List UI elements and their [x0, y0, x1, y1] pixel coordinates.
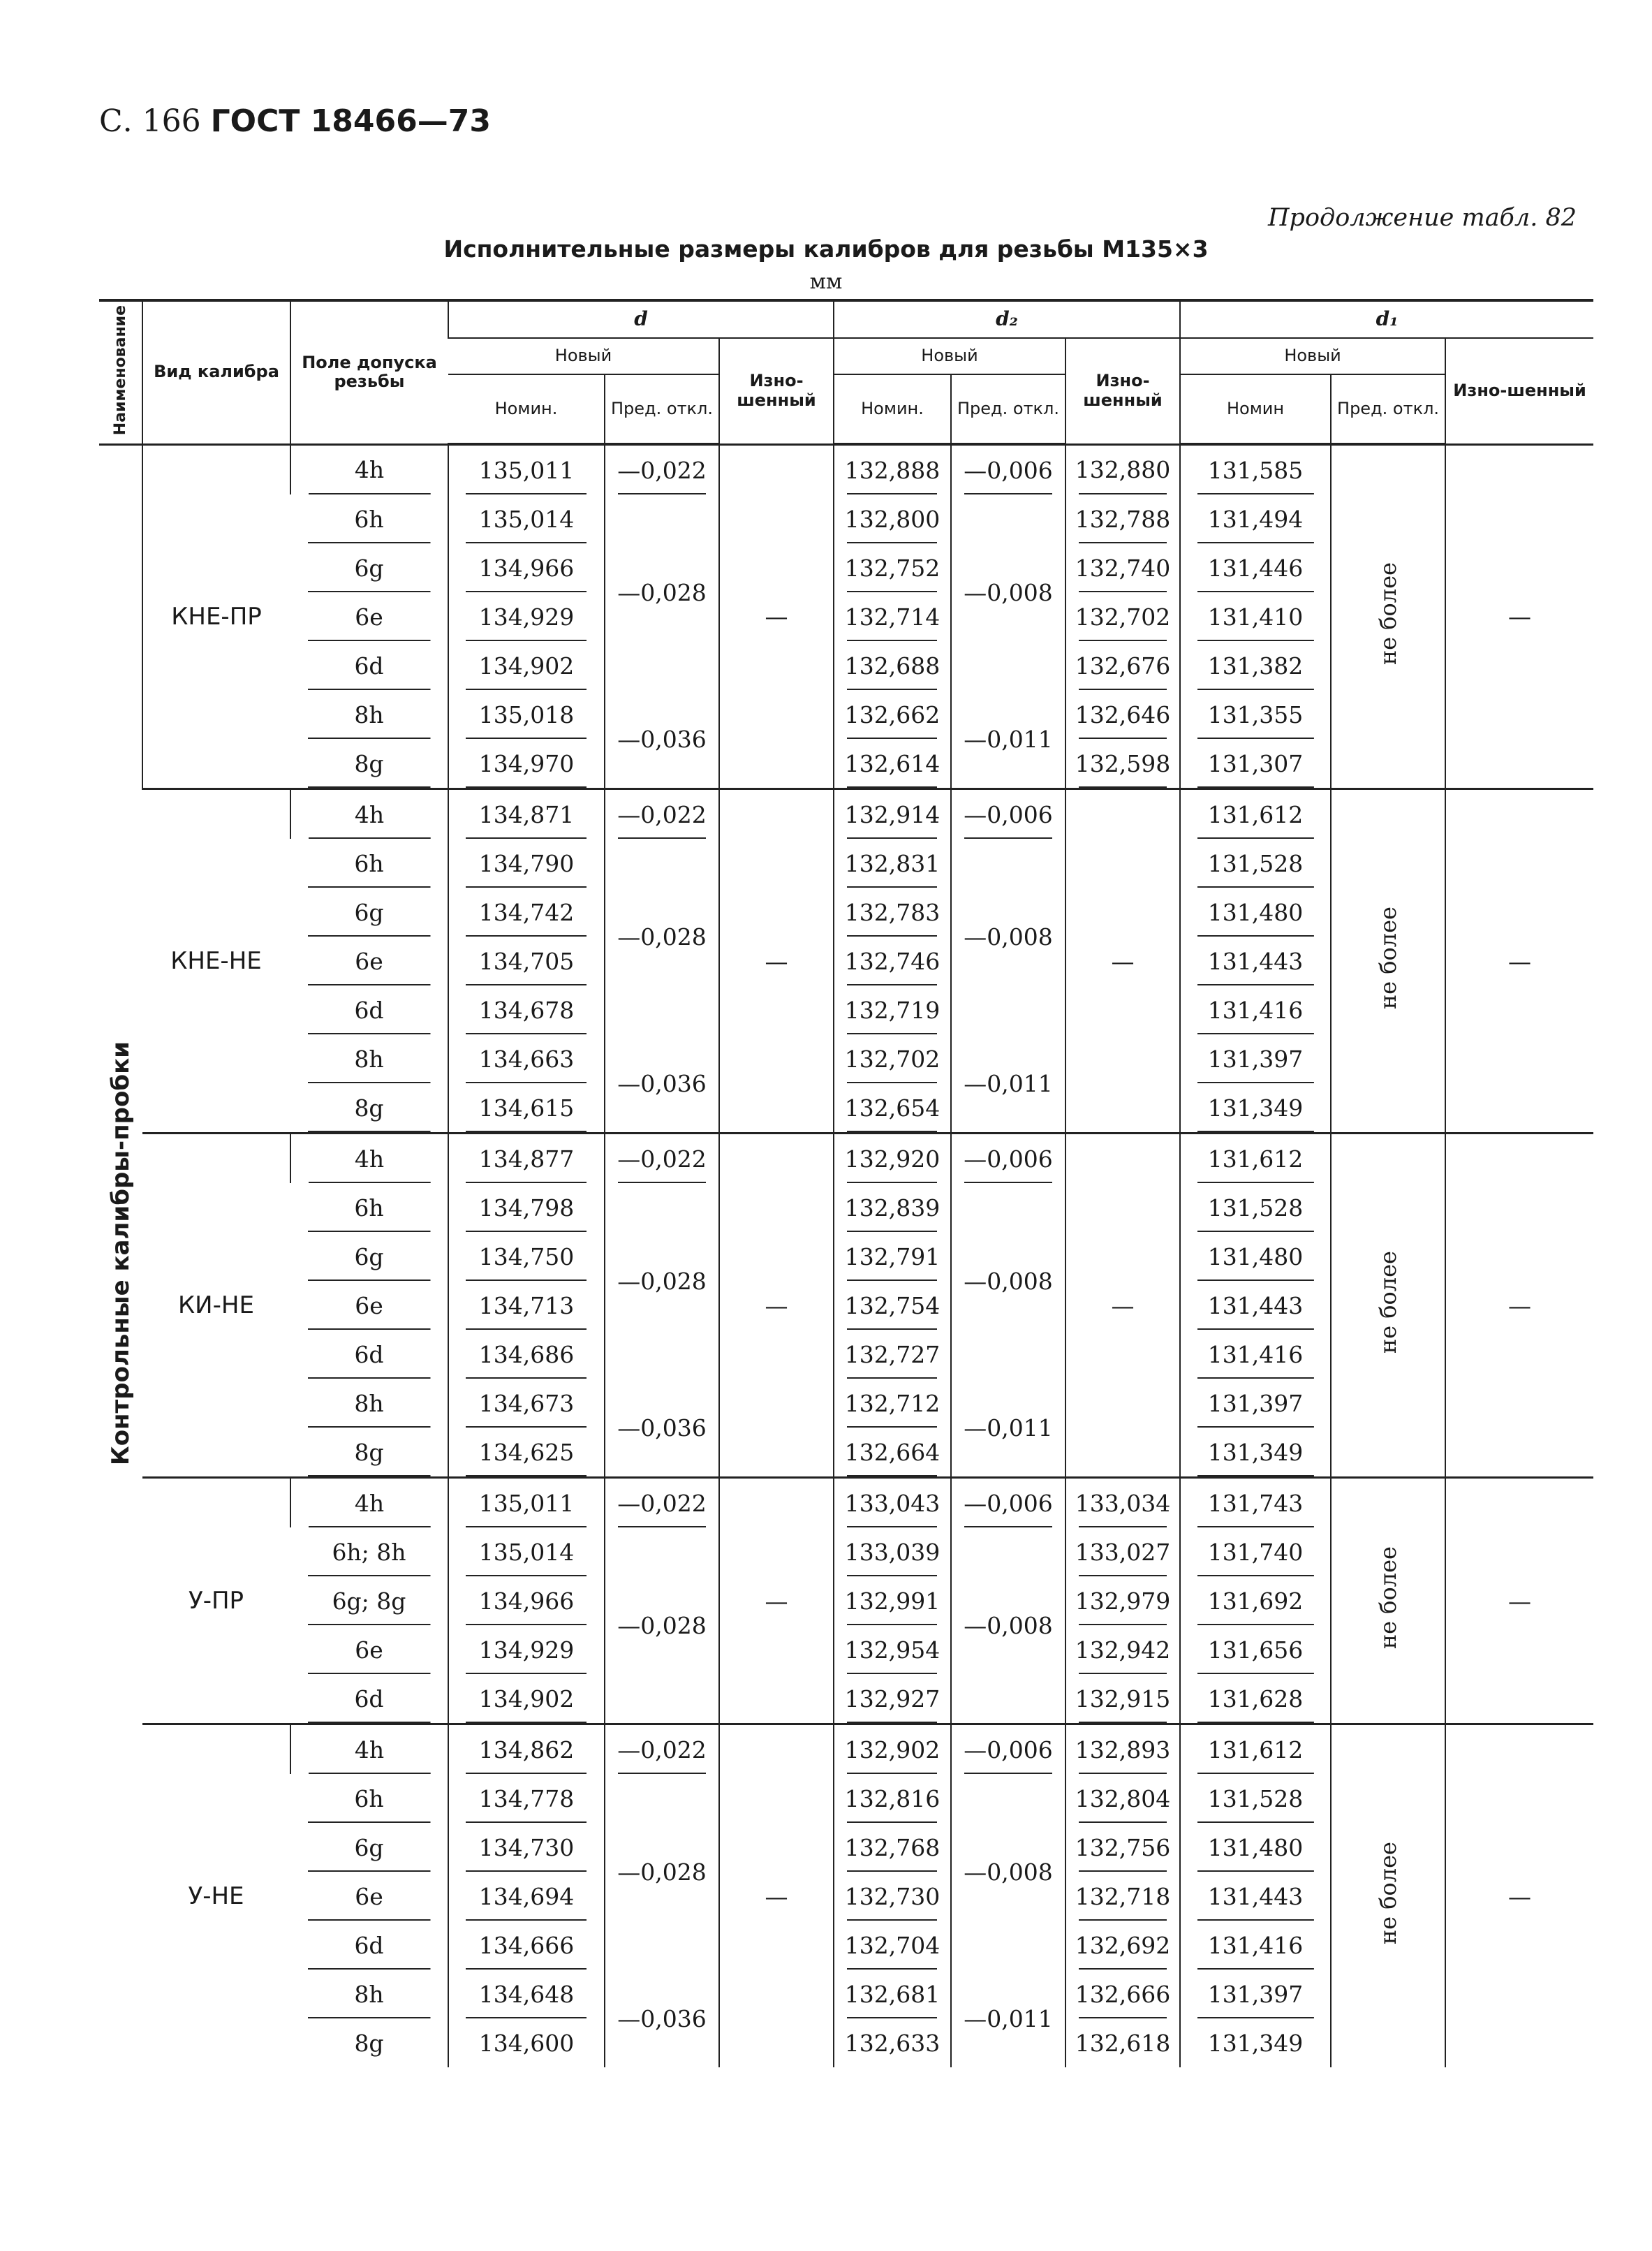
tolerance-cell: 4h: [290, 444, 448, 494]
gauge-kind: КИ-НЕ: [142, 1134, 290, 1478]
d2-deviation-cell: —0,006: [951, 789, 1065, 839]
d1-header: d₁: [1180, 300, 1593, 338]
tolerance-cell: 6h: [290, 839, 448, 888]
d2-worn-cell: 132,718: [1065, 1872, 1180, 1921]
d2-worn-cell: 132,804: [1065, 1774, 1180, 1823]
d2-nominal-cell: 132,719: [834, 985, 951, 1034]
d2-nominal-cell: 132,816: [834, 1774, 951, 1823]
d1-worn-cell: —: [1445, 1724, 1593, 2068]
tolerance-cell: 6e: [290, 1872, 448, 1921]
d2-nominal-cell: 132,702: [834, 1034, 951, 1083]
d2-nominal-cell: 132,902: [834, 1724, 951, 1775]
d2-nominal-cell: 132,768: [834, 1823, 951, 1872]
tolerance-cell: 6d: [290, 985, 448, 1034]
kind-header: Вид калибра: [142, 300, 290, 444]
d2-nominal-cell: 132,752: [834, 543, 951, 592]
d-nominal-cell: 134,666: [448, 1921, 605, 1970]
d-deviation-cell: —0,036: [605, 1034, 719, 1134]
d2-deviation-header: Пред. откл.: [951, 374, 1065, 444]
page-number: С. 166: [99, 103, 201, 139]
table-row: [99, 444, 1593, 494]
d1-nominal-cell: 131,612: [1180, 1134, 1331, 1184]
tolerance-cell: 6e: [290, 1625, 448, 1674]
d2-nominal-cell: 132,888: [834, 444, 951, 494]
d2-worn-cell: 132,880: [1065, 444, 1180, 494]
tolerance-cell: 8h: [290, 1034, 448, 1083]
d2-deviation-cell: —0,011: [951, 690, 1065, 789]
tolerance-cell: 6d: [290, 641, 448, 690]
d-deviation-cell: —0,022: [605, 1724, 719, 1775]
table-row: [99, 1724, 1593, 1775]
d2-nominal-cell: 132,681: [834, 1970, 951, 2018]
d-nominal-cell: 134,877: [448, 1134, 605, 1184]
d-deviation-cell: —0,022: [605, 1134, 719, 1184]
d2-worn-cell: 132,666: [1065, 1970, 1180, 2018]
d1-nominal-cell: 131,480: [1180, 1232, 1331, 1281]
tolerance-cell: 6d: [290, 1674, 448, 1724]
d1-nominal-cell: 131,528: [1180, 839, 1331, 888]
name-header: Наименование: [99, 300, 142, 444]
d2-deviation-cell: —0,008: [951, 1774, 1065, 1970]
d2-worn-cell: —: [1065, 789, 1180, 1134]
d2-nominal-cell: 132,800: [834, 494, 951, 543]
d2-deviation-cell: —0,008: [951, 1183, 1065, 1379]
tolerance-cell: 6h; 8h: [290, 1527, 448, 1576]
tolerance-cell: 6h: [290, 1774, 448, 1823]
d2-nominal-cell: 132,791: [834, 1232, 951, 1281]
d-worn-cell: —: [719, 1478, 834, 1724]
d1-nominal-cell: 131,743: [1180, 1478, 1331, 1528]
table-row: [99, 1478, 1593, 1528]
d-nominal-cell: 134,673: [448, 1379, 605, 1428]
d-nominal-cell: 134,902: [448, 641, 605, 690]
d-deviation-cell: —0,028: [605, 839, 719, 1034]
d-nominal-cell: 134,648: [448, 1970, 605, 2018]
d-nominal-cell: 134,625: [448, 1428, 605, 1478]
d2-nominal-cell: 132,839: [834, 1183, 951, 1232]
d-nominal-cell: 134,966: [448, 1576, 605, 1625]
d1-deviation-cell: не более: [1331, 1478, 1445, 1724]
d2-nominal-cell: 132,920: [834, 1134, 951, 1184]
units-label: мм: [809, 270, 843, 294]
gauge-category: Контрольные калибры-пробки: [106, 1041, 135, 1466]
gauge-category-cell: [99, 444, 142, 2067]
d1-nominal-cell: 131,443: [1180, 937, 1331, 985]
d2-nominal-cell: 132,783: [834, 888, 951, 937]
d-worn-cell: —: [719, 1724, 834, 2068]
d1-new-header: Новый: [1180, 338, 1445, 374]
d2-nominal-cell: 132,954: [834, 1625, 951, 1674]
d1-nominal-cell: 131,612: [1180, 789, 1331, 839]
tolerance-cell: 6e: [290, 592, 448, 641]
page-header: [99, 103, 491, 139]
tolerance-cell: 6e: [290, 1281, 448, 1330]
d2-deviation-cell: —0,008: [951, 494, 1065, 690]
d2-worn-cell: 132,598: [1065, 739, 1180, 789]
d1-nominal-cell: 131,528: [1180, 1774, 1331, 1823]
d-header: d: [448, 300, 834, 338]
d1-nominal-cell: 131,528: [1180, 1183, 1331, 1232]
d2-worn-cell: 132,692: [1065, 1921, 1180, 1970]
d-deviation-header: Пред. откл.: [605, 374, 719, 444]
d2-nominal-cell: 132,727: [834, 1330, 951, 1379]
tolerance-cell: 6h: [290, 494, 448, 543]
d-nominal-cell: 134,929: [448, 1625, 605, 1674]
d2-new-header: Новый: [834, 338, 1065, 374]
d-worn-cell: —: [719, 444, 834, 789]
d2-worn-cell: 132,788: [1065, 494, 1180, 543]
d2-worn-cell: 133,027: [1065, 1527, 1180, 1576]
d-deviation-cell: —0,028: [605, 1774, 719, 1970]
tolerance-cell: 8h: [290, 1970, 448, 2018]
d2-nominal-cell: 132,754: [834, 1281, 951, 1330]
d2-worn-cell: 132,979: [1065, 1576, 1180, 1625]
d2-nominal-cell: 132,712: [834, 1379, 951, 1428]
d1-nominal-header: Номин: [1180, 374, 1331, 444]
d-deviation-cell: —0,022: [605, 1478, 719, 1528]
d-nominal-cell: 134,615: [448, 1083, 605, 1134]
d2-deviation-cell: —0,006: [951, 1134, 1065, 1184]
tolerance-cell: 4h: [290, 789, 448, 839]
d2-nominal-cell: 132,914: [834, 789, 951, 839]
d1-nominal-cell: 131,307: [1180, 739, 1331, 789]
d-nominal-cell: 134,730: [448, 1823, 605, 1872]
d-worn-cell: —: [719, 1134, 834, 1478]
d1-nominal-cell: 131,382: [1180, 641, 1331, 690]
standard-number: ГОСТ 18466—73: [210, 103, 491, 139]
d1-nominal-cell: 131,416: [1180, 985, 1331, 1034]
d2-worn-header: Изно-шенный: [1065, 338, 1180, 444]
gauge-kind: У-ПР: [142, 1478, 290, 1724]
d2-deviation-cell: —0,006: [951, 1478, 1065, 1528]
d2-nominal-cell: 133,039: [834, 1527, 951, 1576]
d2-deviation-cell: —0,011: [951, 1034, 1065, 1134]
d-deviation-cell: —0,036: [605, 1379, 719, 1478]
tolerance-header: Поле допуска резьбы: [290, 300, 448, 444]
d-deviation-cell: —0,022: [605, 789, 719, 839]
d-deviation-cell: —0,036: [605, 690, 719, 789]
d-nominal-cell: 134,678: [448, 985, 605, 1034]
table-row: [99, 1134, 1593, 1184]
d1-deviation-cell: не более: [1331, 444, 1445, 789]
table-title: Исполнительные размеры калибров для резьбы M135×3: [443, 235, 1209, 263]
d-nominal-cell: 134,663: [448, 1034, 605, 1083]
d1-deviation-cell: не более: [1331, 1724, 1445, 2068]
gauge-dimensions-table: [99, 299, 1593, 2067]
d2-nominal-cell: 132,730: [834, 1872, 951, 1921]
d2-nominal-cell: 132,688: [834, 641, 951, 690]
d-deviation-cell: —0,028: [605, 494, 719, 690]
tolerance-cell: 6h: [290, 1183, 448, 1232]
d1-worn-header: Изно-шенный: [1445, 338, 1593, 444]
d1-nominal-cell: 131,656: [1180, 1625, 1331, 1674]
tolerance-cell: 4h: [290, 1724, 448, 1775]
d1-nominal-cell: 131,349: [1180, 1428, 1331, 1478]
d2-nominal-cell: 132,831: [834, 839, 951, 888]
d1-nominal-cell: 131,480: [1180, 888, 1331, 937]
continuation-note: Продолжение табл. 82: [1268, 204, 1577, 232]
d2-worn-cell: 133,034: [1065, 1478, 1180, 1528]
tolerance-cell: 6g: [290, 1823, 448, 1872]
d2-nominal-cell: 132,614: [834, 739, 951, 789]
d2-deviation-cell: —0,011: [951, 1970, 1065, 2067]
d-nominal-cell: 134,778: [448, 1774, 605, 1823]
d1-nominal-cell: 131,397: [1180, 1034, 1331, 1083]
d1-deviation-header: Пред. откл.: [1331, 374, 1445, 444]
gauge-kind: КНЕ-ПР: [142, 444, 290, 789]
d-nominal-cell: 134,705: [448, 937, 605, 985]
d1-nominal-cell: 131,349: [1180, 1083, 1331, 1134]
tolerance-cell: 6g: [290, 543, 448, 592]
d2-worn-cell: 132,740: [1065, 543, 1180, 592]
d-nominal-cell: 134,750: [448, 1232, 605, 1281]
tolerance-cell: 8g: [290, 739, 448, 789]
tolerance-cell: 8h: [290, 1379, 448, 1428]
d1-nominal-cell: 131,612: [1180, 1724, 1331, 1775]
table-row: [99, 789, 1593, 839]
tolerance-cell: 8h: [290, 690, 448, 739]
d-nominal-cell: 134,798: [448, 1183, 605, 1232]
d-nominal-cell: 135,011: [448, 444, 605, 494]
d-nominal-cell: 134,742: [448, 888, 605, 937]
d2-nominal-cell: 132,746: [834, 937, 951, 985]
tolerance-cell: 6d: [290, 1921, 448, 1970]
d2-worn-cell: 132,702: [1065, 592, 1180, 641]
d1-nominal-cell: 131,628: [1180, 1674, 1331, 1724]
d2-deviation-cell: —0,011: [951, 1379, 1065, 1478]
d2-worn-cell: 132,646: [1065, 690, 1180, 739]
d1-worn-cell: —: [1445, 789, 1593, 1134]
d2-deviation-cell: —0,008: [951, 1527, 1065, 1724]
d2-worn-cell: 132,915: [1065, 1674, 1180, 1724]
d1-nominal-cell: 131,443: [1180, 1281, 1331, 1330]
d2-deviation-cell: —0,006: [951, 444, 1065, 494]
d1-deviation-cell: не более: [1331, 1134, 1445, 1478]
d-nominal-cell: 135,014: [448, 494, 605, 543]
d-nominal-cell: 134,929: [448, 592, 605, 641]
d2-nominal-cell: 132,662: [834, 690, 951, 739]
d-nominal-cell: 134,713: [448, 1281, 605, 1330]
d1-nominal-cell: 131,740: [1180, 1527, 1331, 1576]
d1-nominal-cell: 131,585: [1180, 444, 1331, 494]
d2-nominal-header: Номин.: [834, 374, 951, 444]
d2-nominal-cell: 132,704: [834, 1921, 951, 1970]
d2-worn-cell: 132,676: [1065, 641, 1180, 690]
d2-worn-cell: 132,893: [1065, 1724, 1180, 1775]
d-nominal-cell: 134,694: [448, 1872, 605, 1921]
d-nominal-header: Номин.: [448, 374, 605, 444]
d-nominal-cell: 134,686: [448, 1330, 605, 1379]
d2-nominal-cell: 132,633: [834, 2018, 951, 2067]
d-nominal-cell: 134,600: [448, 2018, 605, 2067]
d-nominal-cell: 134,970: [448, 739, 605, 789]
d-nominal-cell: 135,011: [448, 1478, 605, 1528]
d1-nominal-cell: 131,397: [1180, 1379, 1331, 1428]
d-new-header: Новый: [448, 338, 719, 374]
d2-worn-cell: 132,756: [1065, 1823, 1180, 1872]
gauge-kind: У-НЕ: [142, 1724, 290, 2068]
d2-nominal-cell: 132,927: [834, 1674, 951, 1724]
d1-nominal-cell: 131,397: [1180, 1970, 1331, 2018]
tolerance-cell: 6e: [290, 937, 448, 985]
d-nominal-cell: 135,018: [448, 690, 605, 739]
d1-nominal-cell: 131,692: [1180, 1576, 1331, 1625]
tolerance-cell: 6d: [290, 1330, 448, 1379]
tolerance-cell: 8g: [354, 2029, 384, 2057]
gauge-kind: КНЕ-НЕ: [142, 789, 290, 1134]
d-worn-cell: —: [719, 789, 834, 1134]
tolerance-cell: 4h: [290, 1134, 448, 1184]
d2-nominal-cell: 133,043: [834, 1478, 951, 1528]
d1-nominal-cell: 131,355: [1180, 690, 1331, 739]
d1-worn-cell: —: [1445, 1134, 1593, 1478]
d2-deviation-cell: —0,006: [951, 1724, 1065, 1775]
d1-nominal-cell: 131,416: [1180, 1921, 1331, 1970]
d-nominal-cell: 134,862: [448, 1724, 605, 1775]
tolerance-cell: 4h: [290, 1478, 448, 1528]
d-deviation-cell: —0,036: [605, 1970, 719, 2067]
tolerance-cell: 6g; 8g: [290, 1576, 448, 1625]
d1-nominal-cell: 131,443: [1180, 1872, 1331, 1921]
d1-nominal-cell: 131,480: [1180, 1823, 1331, 1872]
d2-worn-cell: —: [1065, 1134, 1180, 1478]
d-worn-header: Изно-шенный: [719, 338, 834, 444]
d-nominal-cell: 134,902: [448, 1674, 605, 1724]
d1-deviation-cell: не более: [1331, 789, 1445, 1134]
d1-worn-cell: —: [1445, 444, 1593, 789]
d2-header: d₂: [834, 300, 1180, 338]
tolerance-cell: 8g: [290, 1083, 448, 1134]
d-nominal-cell: 134,871: [448, 789, 605, 839]
d-deviation-cell: —0,022: [605, 444, 719, 494]
d2-deviation-cell: —0,008: [951, 839, 1065, 1034]
d2-nominal-cell: 132,991: [834, 1576, 951, 1625]
tolerance-cell: 8g: [290, 1428, 448, 1478]
tolerance-cell: 6g: [290, 888, 448, 937]
d1-nominal-cell: 131,446: [1180, 543, 1331, 592]
d2-nominal-cell: 132,654: [834, 1083, 951, 1134]
d-nominal-cell: 134,966: [448, 543, 605, 592]
d2-worn-cell: 132,942: [1065, 1625, 1180, 1674]
d1-nominal-cell: 131,410: [1180, 592, 1331, 641]
d-nominal-cell: 134,790: [448, 839, 605, 888]
d-deviation-cell: —0,028: [605, 1527, 719, 1724]
d1-nominal-cell: 131,349: [1180, 2018, 1331, 2067]
d1-nominal-cell: 131,416: [1180, 1330, 1331, 1379]
d2-nominal-cell: 132,664: [834, 1428, 951, 1478]
d-deviation-cell: —0,028: [605, 1183, 719, 1379]
tolerance-cell: 6g: [290, 1232, 448, 1281]
d1-nominal-cell: 131,494: [1180, 494, 1331, 543]
d-nominal-cell: 135,014: [448, 1527, 605, 1576]
d2-worn-cell: 132,618: [1065, 2018, 1180, 2067]
d1-worn-cell: —: [1445, 1478, 1593, 1724]
d2-nominal-cell: 132,714: [834, 592, 951, 641]
